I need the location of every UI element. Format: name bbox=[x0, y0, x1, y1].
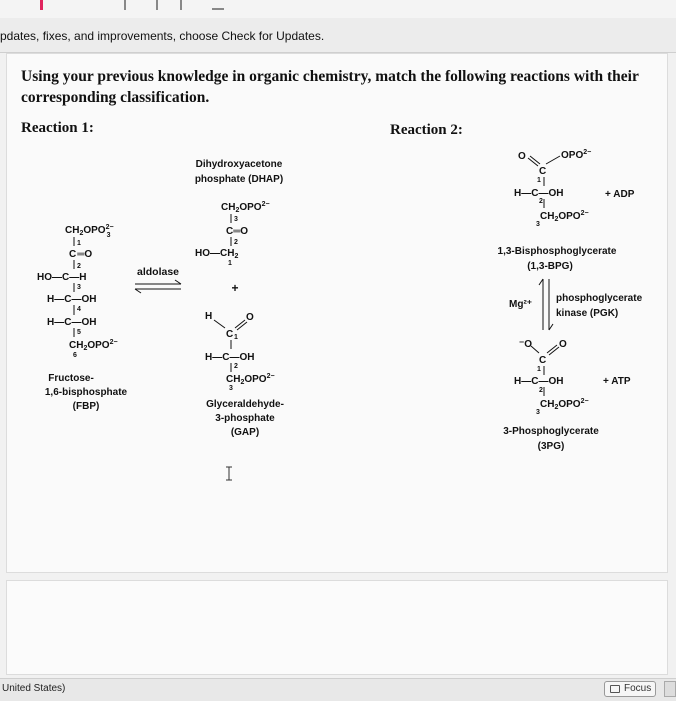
main-content bbox=[0, 53, 676, 678]
fbp-name-line2: 1,6-bisphosphate bbox=[44, 387, 128, 398]
svg-text:O: O bbox=[246, 312, 254, 323]
svg-text:6: 6 bbox=[73, 352, 77, 359]
fbp-name-line3: (FBP) bbox=[72, 401, 100, 412]
plus-sign: + bbox=[231, 281, 239, 295]
tab-divider bbox=[212, 8, 224, 10]
svg-text:1: 1 bbox=[228, 260, 232, 267]
svg-text:C═O: C═O bbox=[69, 249, 93, 260]
svg-text:H—C—OH: H—C—OH bbox=[47, 317, 97, 328]
bpg-name-line1: 1,3-Bisphosphoglycerate bbox=[497, 246, 617, 257]
3pg-structure bbox=[514, 339, 589, 416]
svg-text:H—C—OH: H—C—OH bbox=[514, 188, 564, 199]
dhap-structure bbox=[195, 201, 270, 267]
svg-text:4: 4 bbox=[77, 306, 81, 313]
3pg-name-line2: (3PG) bbox=[537, 441, 565, 452]
svg-text:1: 1 bbox=[234, 334, 238, 341]
svg-text:1: 1 bbox=[537, 177, 541, 184]
svg-text:C: C bbox=[539, 355, 547, 366]
reaction1-label: Reaction 1: bbox=[21, 120, 94, 136]
tab-divider bbox=[124, 0, 126, 10]
svg-text:H—C—OH: H—C—OH bbox=[205, 352, 255, 363]
svg-text:3: 3 bbox=[536, 221, 540, 228]
svg-text:2: 2 bbox=[234, 239, 238, 246]
focus-icon bbox=[610, 685, 620, 693]
svg-text:CH2OPO2−: $CH_2OPO^{2-}$ bbox=[540, 210, 589, 223]
svg-text:O: O bbox=[559, 339, 567, 350]
dhap-name-line1: Dihydroxyacetone bbox=[195, 159, 283, 170]
aldolase-label: aldolase bbox=[136, 266, 180, 278]
fbp-structure bbox=[37, 224, 118, 359]
svg-text:2: 2 bbox=[234, 363, 238, 370]
svg-text:CH2OPO2−: $CH_2OPO^{2-}$ bbox=[540, 398, 589, 411]
dhap-name-line2: phosphate (DHAP) bbox=[194, 174, 284, 185]
pgk-name-line2: kinase (PGK) bbox=[556, 308, 619, 319]
gap-name-line3: (GAP) bbox=[230, 427, 260, 438]
question-card bbox=[6, 53, 668, 573]
svg-text:CH2OPO2−: $CH_2OPO^{2-}$ bbox=[69, 339, 118, 352]
reaction2-label: Reaction 2: bbox=[390, 122, 463, 138]
tab-divider bbox=[156, 0, 158, 10]
3pg-name-line1: 3-Phosphoglycerate bbox=[503, 426, 599, 437]
svg-text:3: 3 bbox=[234, 216, 238, 223]
svg-text:2: 2 bbox=[77, 263, 81, 270]
gap-structure bbox=[205, 311, 275, 392]
mg-cofactor-label: Mg²⁺ bbox=[509, 299, 533, 310]
svg-text:CH2OPO2−: $CH_2OPO^{2-}$ bbox=[221, 201, 270, 214]
red-tab-marker bbox=[40, 0, 43, 10]
bpg-name-line2: (1,3-BPG) bbox=[527, 261, 573, 272]
svg-text:C: C bbox=[226, 329, 234, 340]
update-message: pdates, fixes, and improvements, choose Check for Updates. bbox=[0, 29, 325, 43]
svg-text:1: 1 bbox=[537, 366, 541, 373]
pgk-name-line1: phosphoglycerate bbox=[556, 293, 643, 304]
text-cursor-icon bbox=[226, 467, 232, 480]
svg-text:3: 3 bbox=[229, 385, 233, 392]
svg-text:C: C bbox=[539, 166, 547, 177]
svg-text:3: 3 bbox=[77, 284, 81, 291]
svg-text:HO—C—H: HO—C—H bbox=[37, 272, 87, 283]
gap-name-line1: Glyceraldehyde- bbox=[206, 399, 284, 410]
equilibrium-arrow bbox=[135, 280, 181, 293]
status-bar bbox=[0, 678, 676, 701]
region-label: United States) bbox=[2, 683, 66, 694]
svg-text:2: 2 bbox=[539, 198, 543, 205]
svg-text:H—C—OH: H—C—OH bbox=[514, 376, 564, 387]
svg-text:CH2OPO2−3: $CH_2OPO^{2-}$ 3 bbox=[65, 224, 114, 239]
answer-area[interactable] bbox=[6, 580, 668, 675]
svg-text:1: 1 bbox=[77, 240, 81, 247]
svg-text:H: H bbox=[205, 311, 213, 322]
focus-button[interactable] bbox=[604, 681, 656, 697]
svg-text:OPO2−: $OPO^{2-}$ bbox=[561, 149, 592, 161]
atp-label: + ATP bbox=[603, 376, 631, 387]
focus-label: Focus bbox=[624, 683, 652, 694]
window-top-strip bbox=[0, 0, 676, 19]
adp-label: + ADP bbox=[605, 189, 635, 200]
svg-text:C═O: C═O bbox=[226, 226, 249, 237]
svg-text:3: 3 bbox=[536, 409, 540, 416]
gap-name-line2: 3-phosphate bbox=[215, 413, 275, 424]
question-prompt: Using your previous knowledge in organic chemistry, match the following reactions with their corresponding classification. bbox=[21, 68, 639, 106]
svg-text:O: O bbox=[518, 151, 526, 162]
svg-text:H—C—OH: H—C—OH bbox=[47, 294, 97, 305]
bpg-structure bbox=[514, 149, 591, 228]
svg-text:⁻O: ⁻O bbox=[519, 339, 533, 350]
tab-divider bbox=[180, 0, 182, 10]
svg-text:HO—CH2: $HO—CH_2$ bbox=[195, 248, 239, 260]
svg-text:2: 2 bbox=[539, 387, 543, 394]
reaction-diagrams bbox=[7, 134, 667, 574]
reversible-arrow bbox=[539, 279, 553, 330]
svg-text:5: 5 bbox=[77, 329, 81, 336]
fbp-name-line1: Fructose- bbox=[48, 373, 94, 384]
svg-text:CH2OPO2−: $CH_2OPO^{2-}$ bbox=[226, 373, 275, 386]
update-notification-bar bbox=[0, 18, 676, 53]
scroll-edge-control[interactable] bbox=[664, 681, 676, 697]
